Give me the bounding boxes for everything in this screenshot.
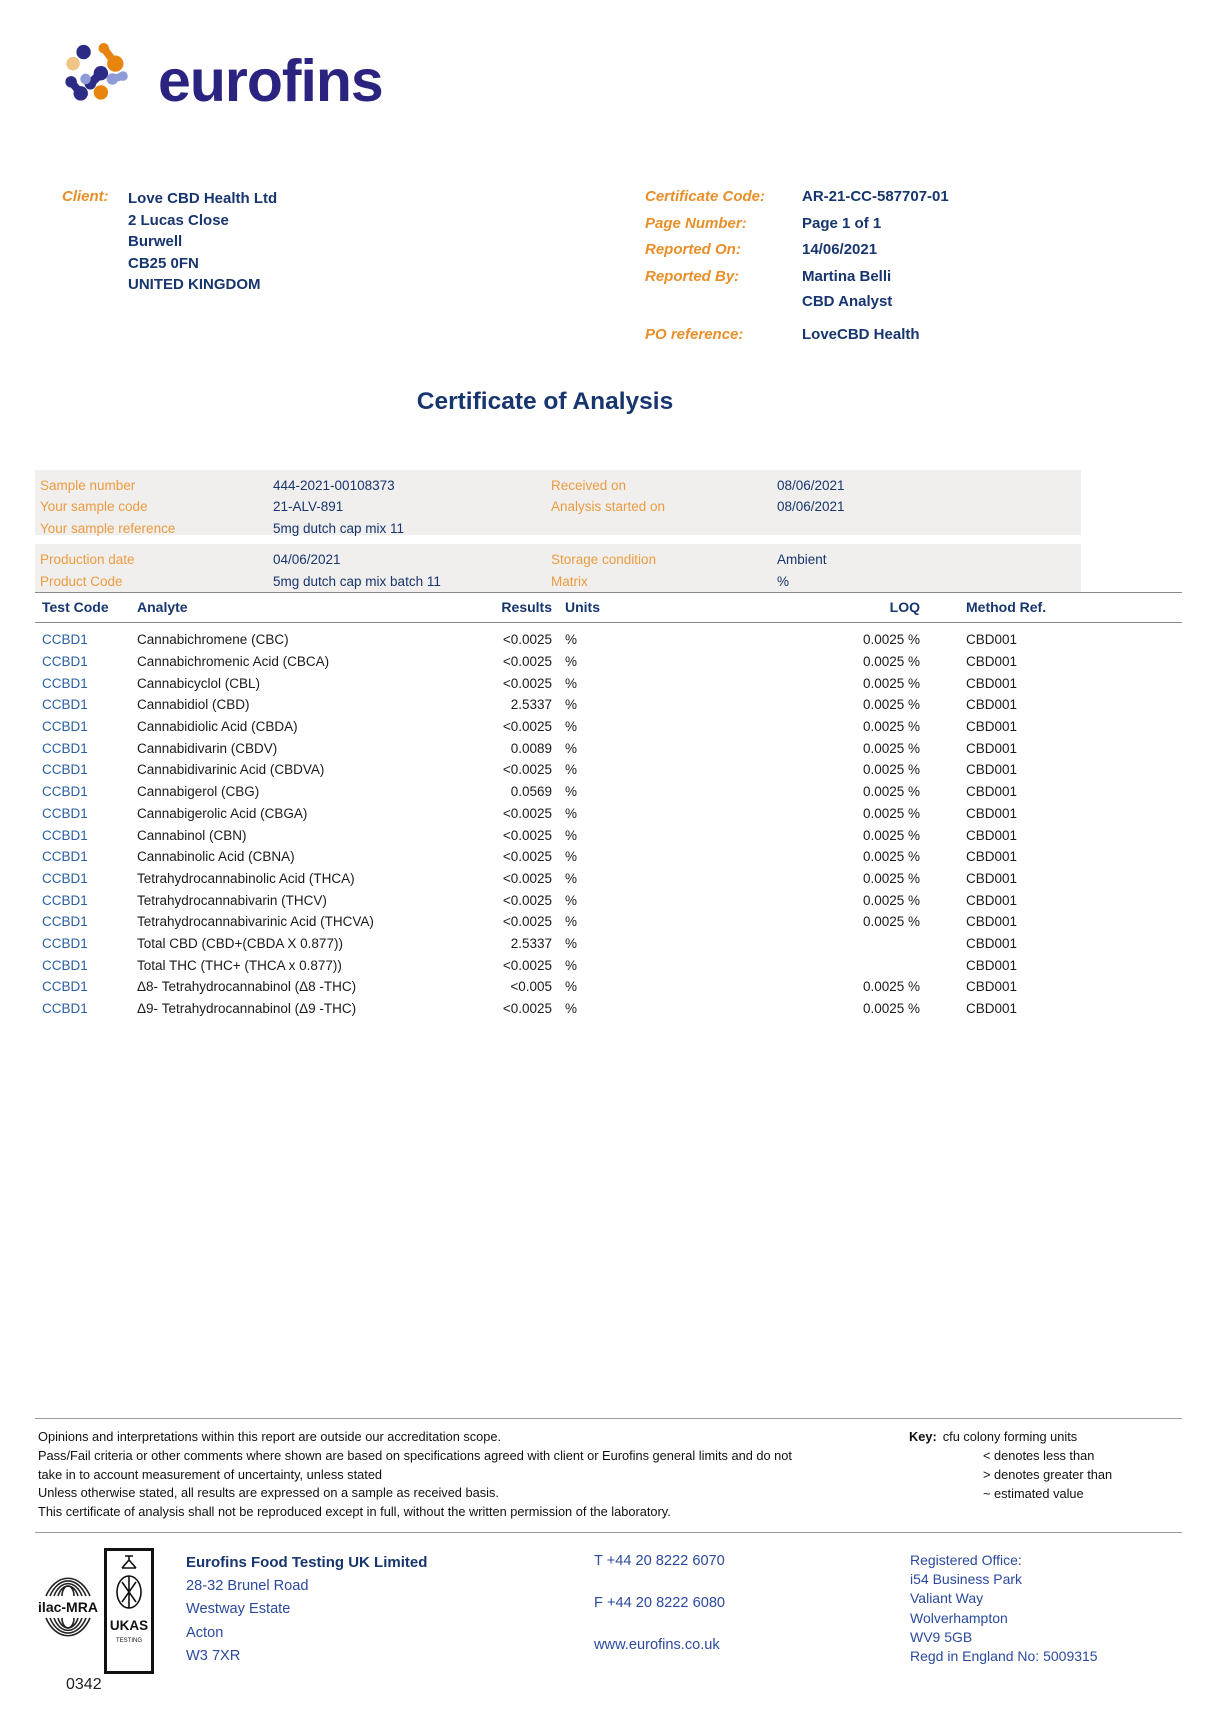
table-row [35,759,1182,781]
po-reference-value: LoveCBD Health [802,325,920,343]
key-greater-than: > denotes greater than [983,1467,1113,1482]
method-ref-cell: CBD001 [966,827,1018,843]
loq-cell: 0.0025 % [862,719,920,735]
units-cell: % [565,805,578,821]
product-code-label: Product Code [40,573,123,589]
analyte-cell: Cannabidiolic Acid (CBDA) [137,719,298,735]
header-results: Results [501,599,552,615]
eurofins-logo-icon [50,30,146,126]
table-row [35,889,1182,911]
product-code-value: 5mg dutch cap mix batch 11 [273,573,441,589]
matrix-value: % [777,573,790,589]
registered-line: Registered Office: [910,1552,1022,1568]
footer-address-line: Acton [186,1624,224,1641]
table-row [35,933,1182,955]
result-cell: 0.0569 [510,784,552,800]
storage-condition-label: Storage condition [551,552,657,567]
method-ref-cell: CBD001 [966,762,1018,778]
units-cell: % [565,892,578,908]
analyte-cell: Tetrahydrocannabivarin (THCV) [137,892,327,908]
loq-cell: 0.0025 % [862,1001,920,1017]
analyte-cell: Cannabidivarin (CBDV) [137,740,278,756]
client-line: Love CBD Health Ltd [128,190,278,207]
certificate-code-row [645,188,1165,205]
key-block [909,1427,1112,1503]
analyte-cell: Cannabigerolic Acid (CBGA) [137,805,308,821]
disclaimer-line: Opinions and interpretations within this report are outside our accreditation scope. [38,1429,502,1444]
method-ref-cell: CBD001 [966,697,1018,713]
reported-on-row [645,241,1165,258]
certificate-code-value: AR-21-CC-587707-01 [802,188,949,205]
test-code-cell: CCBD1 [42,719,88,735]
loq-cell: 0.0025 % [862,697,920,713]
loq-cell: 0.0025 % [862,762,920,778]
result-cell: 0.0089 [510,740,552,756]
result-cell: <0.0025 [502,719,552,735]
method-ref-cell: CBD001 [966,914,1018,930]
registered-line: WV9 5GB [910,1628,973,1645]
method-ref-cell: CBD001 [966,784,1018,800]
disclaimer-line: take in to account measurement of uncertainty, unless stated [38,1466,383,1482]
footer-fax: F +44 20 8222 6080 [594,1595,726,1611]
your-sample-code-value: 21-ALV-891 [273,499,344,515]
your-sample-reference-value: 5mg dutch cap mix 11 [273,520,405,536]
units-cell: % [565,1001,578,1017]
footer-address-line: Westway Estate [186,1601,291,1617]
test-code-cell: CCBD1 [42,697,88,713]
certificate-code-label: Certificate Code: [645,188,766,205]
result-cell: <0.0025 [502,762,552,778]
accreditation-number: 0342 [66,1676,102,1693]
units-cell: % [565,957,578,973]
result-cell: <0.005 [510,979,552,995]
po-reference-label: PO reference: [645,325,744,343]
sample-number-label: Sample number [40,478,136,493]
table-row [35,737,1182,759]
received-on-label: Received on [551,478,627,493]
table-row [35,824,1182,846]
test-code-cell: CCBD1 [42,762,88,778]
units-cell: % [565,675,578,691]
result-cell: 2.5337 [510,935,552,951]
result-cell: <0.0025 [502,892,552,908]
footer-website: www.eurofins.co.uk [594,1637,720,1653]
table-row [35,651,1182,673]
results-table-rows [35,629,1182,1019]
footer-contact-block [594,1553,725,1679]
method-ref-cell: CBD001 [966,935,1018,951]
disclaimer-line: Pass/Fail criteria or other comments where shown are based on specifications agreed with client or Eurofins general limits and do not [38,1447,792,1463]
production-date-value: 04/06/2021 [273,552,341,567]
table-row [35,976,1182,998]
method-ref-cell: CBD001 [966,675,1018,691]
test-code-cell: CCBD1 [42,935,88,951]
footer-address-line: W3 7XR [186,1648,241,1664]
result-cell: <0.0025 [502,870,552,886]
units-cell: % [565,827,578,843]
storage-condition-value: Ambient [777,552,827,567]
method-ref-cell: CBD001 [966,719,1018,735]
analyte-cell: Cannabidiol (CBD) [137,697,250,713]
loq-cell: 0.0025 % [862,892,920,908]
method-ref-cell: CBD001 [966,979,1018,995]
method-ref-cell: CBD001 [966,632,1018,648]
result-cell: <0.0025 [502,827,552,843]
units-cell: % [565,740,578,756]
test-code-cell: CCBD1 [42,827,88,843]
ilac-mra-logo [36,1552,100,1666]
method-ref-cell: CBD001 [966,1001,1018,1017]
units-cell: % [565,935,578,951]
table-row [35,629,1182,651]
client-line: 2 Lucas Close [128,211,229,229]
page-number-row [645,215,1165,232]
result-cell: <0.0025 [502,957,552,973]
footer-company-name: Eurofins Food Testing UK Limited [186,1554,428,1571]
test-code-cell: CCBD1 [42,957,88,973]
analysis-started-label: Analysis started on [551,499,666,515]
reported-by-name: Martina Belli [802,267,892,285]
units-cell: % [565,654,578,670]
result-cell: <0.0025 [502,632,552,648]
test-code-cell: CCBD1 [42,654,88,670]
your-sample-code-label: Your sample code [40,499,148,515]
test-code-cell: CCBD1 [42,914,88,930]
units-cell: % [565,719,578,735]
header-test-code: Test Code [42,599,109,615]
client-address [128,188,277,296]
reported-by-role: CBD Analyst [802,292,893,310]
loq-cell: 0.0025 % [862,784,920,800]
loq-cell: 0.0025 % [862,849,920,865]
loq-cell: 0.0025 % [862,675,920,691]
analyte-cell: Cannabinol (CBN) [137,827,247,843]
analyte-cell: Δ8- Tetrahydrocannabinol (Δ8 -THC) [137,979,357,995]
units-cell: % [565,784,578,800]
key-label: Key: [909,1429,937,1444]
reported-by-row [645,268,1165,310]
loq-cell: 0.0025 % [862,654,920,670]
client-line: UNITED KINGDOM [128,276,261,293]
test-code-cell: CCBD1 [42,632,88,648]
footer-address-line: 28-32 Brunel Road [186,1577,309,1594]
result-cell: <0.0025 [502,654,552,670]
test-code-cell: CCBD1 [42,1001,88,1017]
your-sample-reference-label: Your sample reference [40,520,176,536]
disclaimer-line: This certificate of analysis shall not be reproduced except in full, without the written permission of the laboratory. [38,1504,671,1520]
result-cell: <0.0025 [502,849,552,865]
sample-info-band [35,470,1081,535]
reported-by-value [802,268,892,310]
method-ref-cell: CBD001 [966,849,1018,865]
reported-on-label: Reported On: [645,241,741,258]
ukas-logo [104,1548,154,1674]
method-ref-cell: CBD001 [966,654,1018,670]
test-code-cell: CCBD1 [42,740,88,756]
key-line [909,1427,1112,1446]
analyte-cell: Cannabichromene (CBC) [137,632,289,648]
eurofins-logo-text: eurofins [158,47,383,114]
loq-cell: 0.0025 % [862,632,920,648]
footer-registered-block [910,1551,1098,1666]
units-cell: % [565,697,578,713]
result-cell: <0.0025 [502,805,552,821]
test-code-cell: CCBD1 [42,849,88,865]
production-info-band [35,544,1081,592]
table-row [35,781,1182,803]
table-row [35,954,1182,976]
key-less-than: < denotes less than [983,1448,1095,1463]
test-code-cell: CCBD1 [42,784,88,800]
ukas-sub-label: TESTING [115,1638,143,1644]
analyte-cell: Tetrahydrocannabivarinic Acid (THCVA) [137,914,374,930]
matrix-label: Matrix [551,573,588,589]
production-date-label: Production date [40,552,135,567]
registered-line: Wolverhampton [910,1609,1008,1626]
method-ref-cell: CBD001 [966,870,1018,886]
loq-cell: 0.0025 % [862,979,920,995]
footer-company-block [186,1551,427,1669]
table-row [35,911,1182,933]
page-number-label: Page Number: [645,214,747,232]
reported-by-label: Reported By: [645,267,740,285]
client-label: Client: [62,188,109,205]
method-ref-cell: CBD001 [966,740,1018,756]
test-code-cell: CCBD1 [42,675,88,691]
report-meta [645,188,1165,352]
ilac-mra-label: ilac-MRA [38,1599,98,1615]
method-ref-cell: CBD001 [966,805,1018,821]
registered-line: i54 Business Park [910,1571,1023,1588]
test-code-cell: CCBD1 [42,805,88,821]
client-line: Burwell [128,233,183,250]
eurofins-logo [50,30,383,126]
header-loq: LOQ [889,599,920,615]
page-number-value: Page 1 of 1 [802,214,882,232]
po-reference-row [645,326,1165,343]
table-row [35,672,1182,694]
results-table-header [35,592,1182,623]
test-code-cell: CCBD1 [42,870,88,886]
units-cell: % [565,849,578,865]
analysis-started-value: 08/06/2021 [777,499,845,515]
units-cell: % [565,870,578,886]
result-cell: <0.0025 [502,914,552,930]
result-cell: 2.5337 [510,697,552,713]
analyte-cell: Cannabichromenic Acid (CBCA) [137,654,330,670]
test-code-cell: CCBD1 [42,892,88,908]
result-cell: <0.0025 [502,1001,552,1017]
sample-number-value: 444-2021-00108373 [273,478,395,493]
loq-cell: 0.0025 % [862,827,920,843]
disclaimer-line: Unless otherwise stated, all results are expressed on a sample as received basis. [38,1485,499,1501]
analyte-cell: Cannabicyclol (CBL) [137,675,261,691]
analyte-cell: Total CBD (CBD+(CBDA X 0.877)) [137,935,343,951]
reported-on-value: 14/06/2021 [802,241,878,258]
result-cell: <0.0025 [502,675,552,691]
units-cell: % [565,632,578,648]
footer-phone: T +44 20 8222 6070 [594,1553,725,1569]
key-cfu: cfu colony forming units [942,1429,1078,1444]
loq-cell: 0.0025 % [862,805,920,821]
analyte-cell: Δ9- Tetrahydrocannabinol (Δ9 -THC) [137,1001,357,1017]
analyte-cell: Total THC (THC+ (THCA x 0.877)) [137,957,342,973]
ukas-label: UKAS [109,1618,149,1633]
table-row [35,803,1182,825]
registered-line: Regd in England No: 5009315 [910,1648,1098,1665]
client-block [62,188,277,296]
registered-line: Valiant Way [910,1590,984,1607]
table-row [35,846,1182,868]
analyte-cell: Cannabigerol (CBG) [137,784,260,800]
table-row [35,868,1182,890]
units-cell: % [565,979,578,995]
loq-cell: 0.0025 % [862,870,920,886]
table-row [35,716,1182,738]
table-row [35,694,1182,716]
method-ref-cell: CBD001 [966,892,1018,908]
header-method-ref: Method Ref. [966,599,1047,615]
method-ref-cell: CBD001 [966,957,1018,973]
page-title: Certificate of Analysis [416,388,674,415]
analyte-cell: Cannabinolic Acid (CBNA) [137,849,295,865]
analyte-cell: Cannabidivarinic Acid (CBDVA) [137,762,325,778]
test-code-cell: CCBD1 [42,979,88,995]
key-estimated: ~ estimated value [983,1486,1084,1501]
client-line: CB25 0FN [128,254,199,272]
header-analyte: Analyte [137,599,188,615]
loq-cell: 0.0025 % [862,914,920,930]
loq-cell: 0.0025 % [862,740,920,756]
units-cell: % [565,762,578,778]
header-units: Units [565,599,600,615]
received-on-value: 08/06/2021 [777,478,845,493]
analyte-cell: Tetrahydrocannabinolic Acid (THCA) [137,870,355,886]
units-cell: % [565,914,578,930]
table-row [35,998,1182,1020]
